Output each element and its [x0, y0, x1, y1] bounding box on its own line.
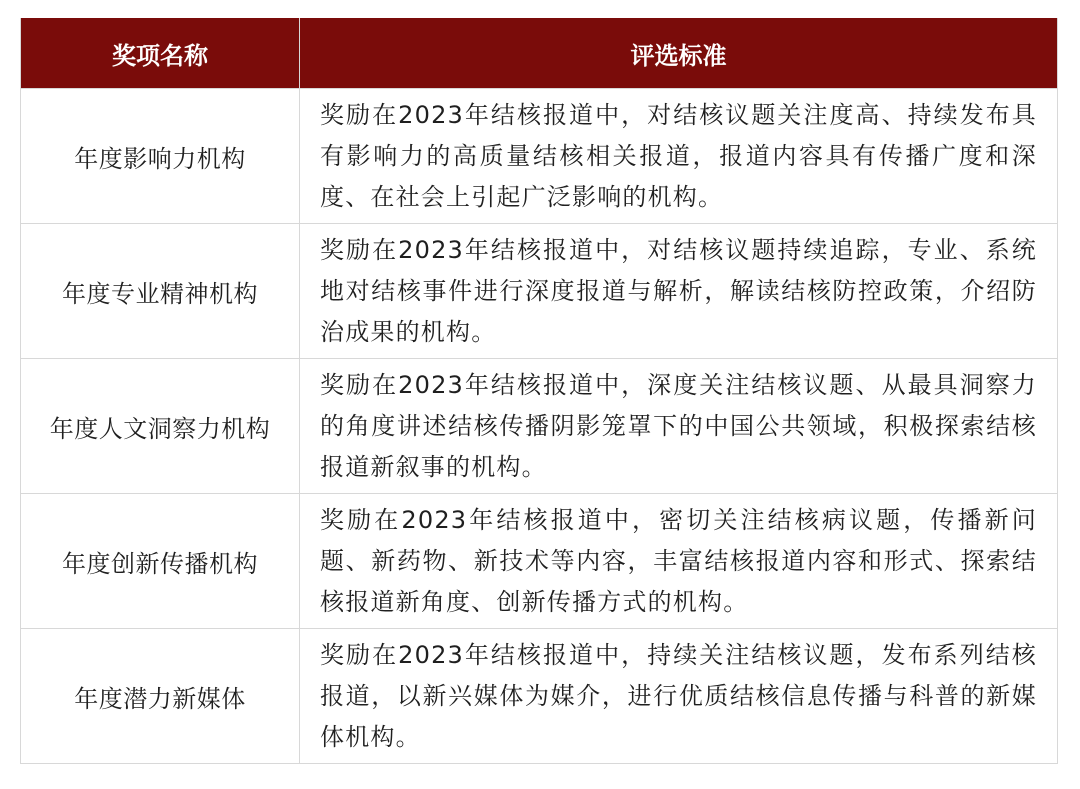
- table-row: [21, 359, 1058, 494]
- header-award-name: 奖项名称: [21, 18, 300, 89]
- awards-table-container: [20, 18, 1057, 764]
- table-row: [21, 89, 1058, 224]
- awards-criteria-table: [20, 18, 1058, 764]
- award-name-cell: 年度创新传播机构: [21, 494, 300, 629]
- criteria-cell: 奖励在2023年结核报道中，对结核议题关注度高、持续发布具有影响力的高质量结核相关报道，报道内容具有传播广度和深度、在社会上引起广泛影响的机构。: [300, 89, 1058, 224]
- table-header-row: [21, 18, 1058, 89]
- table-row: [21, 224, 1058, 359]
- award-name-cell: 年度人文洞察力机构: [21, 359, 300, 494]
- criteria-cell: 奖励在2023年结核报道中，深度关注结核议题、从最具洞察力的角度讲述结核传播阴影笼罩下的中国公共领域，积极探索结核报道新叙事的机构。: [300, 359, 1058, 494]
- criteria-cell: 奖励在2023年结核报道中，持续关注结核议题，发布系列结核报道，以新兴媒体为媒介，进行优质结核信息传播与科普的新媒体机构。: [300, 629, 1058, 764]
- award-name-cell: 年度专业精神机构: [21, 224, 300, 359]
- table-row: [21, 494, 1058, 629]
- criteria-cell: 奖励在2023年结核报道中，密切关注结核病议题，传播新问题、新药物、新技术等内容，丰富结核报道内容和形式、探索结核报道新角度、创新传播方式的机构。: [300, 494, 1058, 629]
- header-criteria: 评选标准: [300, 18, 1058, 89]
- award-name-cell: 年度影响力机构: [21, 89, 300, 224]
- criteria-cell: 奖励在2023年结核报道中，对结核议题持续追踪，专业、系统地对结核事件进行深度报道与解析，解读结核防控政策，介绍防治成果的机构。: [300, 224, 1058, 359]
- award-name-cell: 年度潜力新媒体: [21, 629, 300, 764]
- table-row: [21, 629, 1058, 764]
